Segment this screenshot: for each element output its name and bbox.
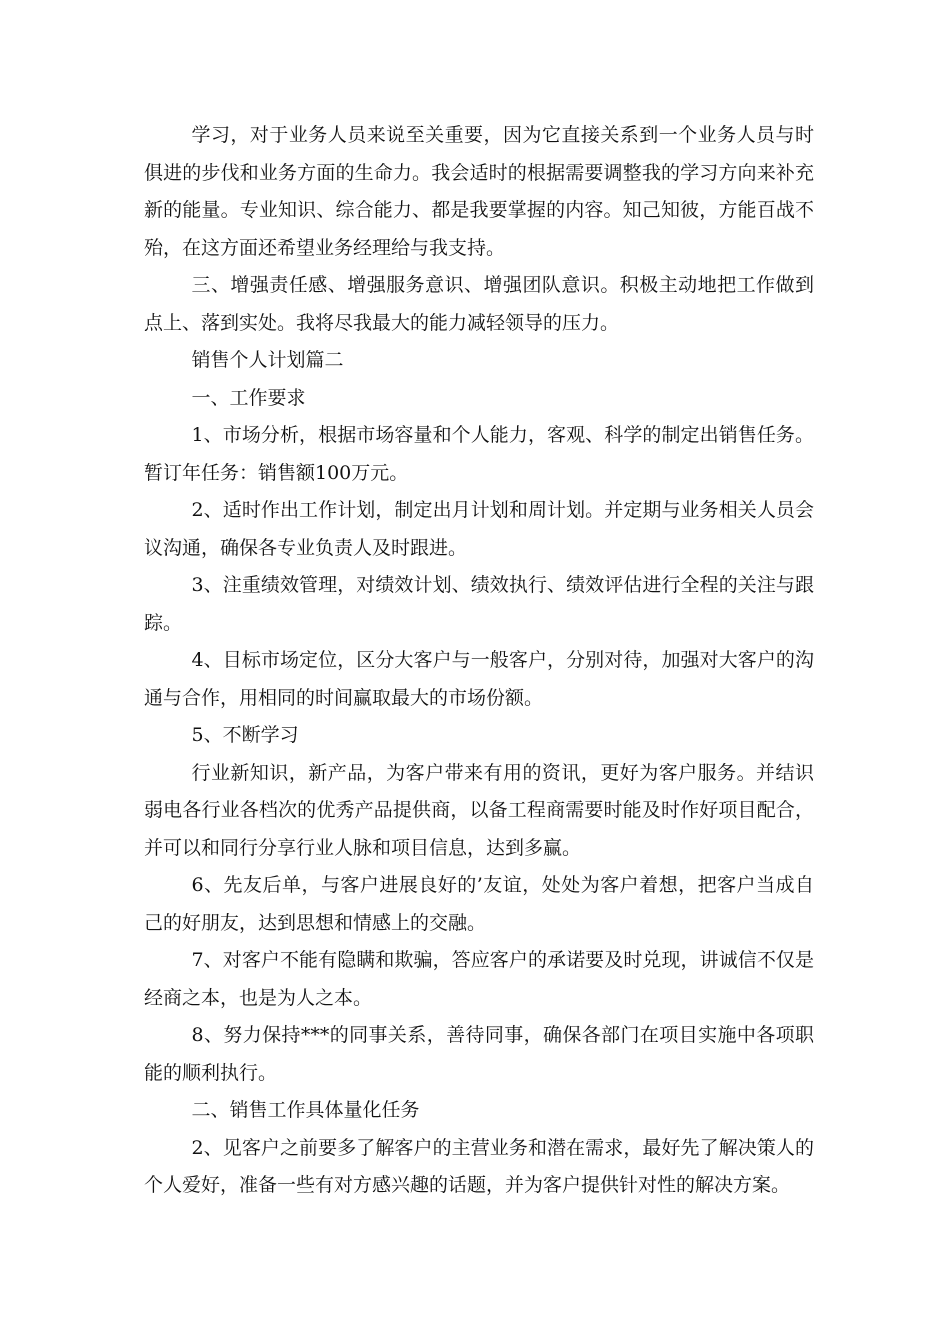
paragraph-study: 学习，对于业务人员来说至关重要，因为它直接关系到一个业务人员与时俱进的步伐和业务方面的生命力。我会适时的根据需要调整我的学习方向来补充新的能量。专业知识、综合能力、都是我要掌握的内容。知己知彼，方能百战不殆，在这方面还希望业务经理给与我支持。 bbox=[144, 124, 814, 259]
heading-quantified-tasks: 二、销售工作具体量化任务 bbox=[191, 1099, 420, 1121]
list-item-5: 5、不断学习 bbox=[191, 724, 299, 746]
paragraph-responsibility: 三、增强责任感、增强服务意识、增强团队意识。积极主动地把工作做到点上、落到实处。我将尽我最大的能力减轻领导的压力。 bbox=[144, 274, 814, 334]
list-item-4: 4、目标市场定位，区分大客户与一般客户，分别对待，加强对大客户的沟通与合作，用相同的时间赢取最大的市场份额。 bbox=[144, 649, 814, 709]
document-body bbox=[144, 117, 814, 1205]
list-item-2-customer-research: 2、见客户之前要多了解客户的主营业务和潜在需求，最好先了解决策人的个人爱好，准备一些有对方感兴趣的话题，并为客户提供针对性的解决方案。 bbox=[144, 1136, 814, 1196]
list-item-8: 8、努力保持***的同事关系，善待同事，确保各部门在项目实施中各项职能的顺利执行。 bbox=[144, 1024, 814, 1084]
list-item-3: 3、注重绩效管理，对绩效计划、绩效执行、绩效评估进行全程的关注与跟踪。 bbox=[144, 574, 814, 634]
paragraph-industry-knowledge: 行业新知识，新产品，为客户带来有用的资讯，更好为客户服务。并结识弱电各行业各档次的优秀产品提供商，以备工程商需要时能及时作好项目配合，并可以和同行分享行业人脉和项目信息，达到多赢。 bbox=[144, 761, 814, 859]
list-item-2: 2、适时作出工作计划，制定出月计划和周计划。并定期与业务相关人员会议沟通，确保各专业负责人及时跟进。 bbox=[144, 499, 814, 559]
list-item-7: 7、对客户不能有隐瞒和欺骗，答应客户的承诺要及时兑现，讲诚信不仅是经商之本，也是为人之本。 bbox=[144, 949, 814, 1009]
heading-work-requirements: 一、工作要求 bbox=[191, 386, 306, 409]
list-item-1: 1、市场分析，根据市场容量和个人能力，客观、科学的制定出销售任务。暂订年任务：销售额100万元。 bbox=[144, 424, 814, 484]
list-item-6: 6、先友后单，与客户进展良好的’友谊，处处为客户着想，把客户当成自己的好朋友，达到思想和情感上的交融。 bbox=[144, 874, 814, 934]
section-title-plan-two: 销售个人计划篇二 bbox=[191, 349, 344, 371]
